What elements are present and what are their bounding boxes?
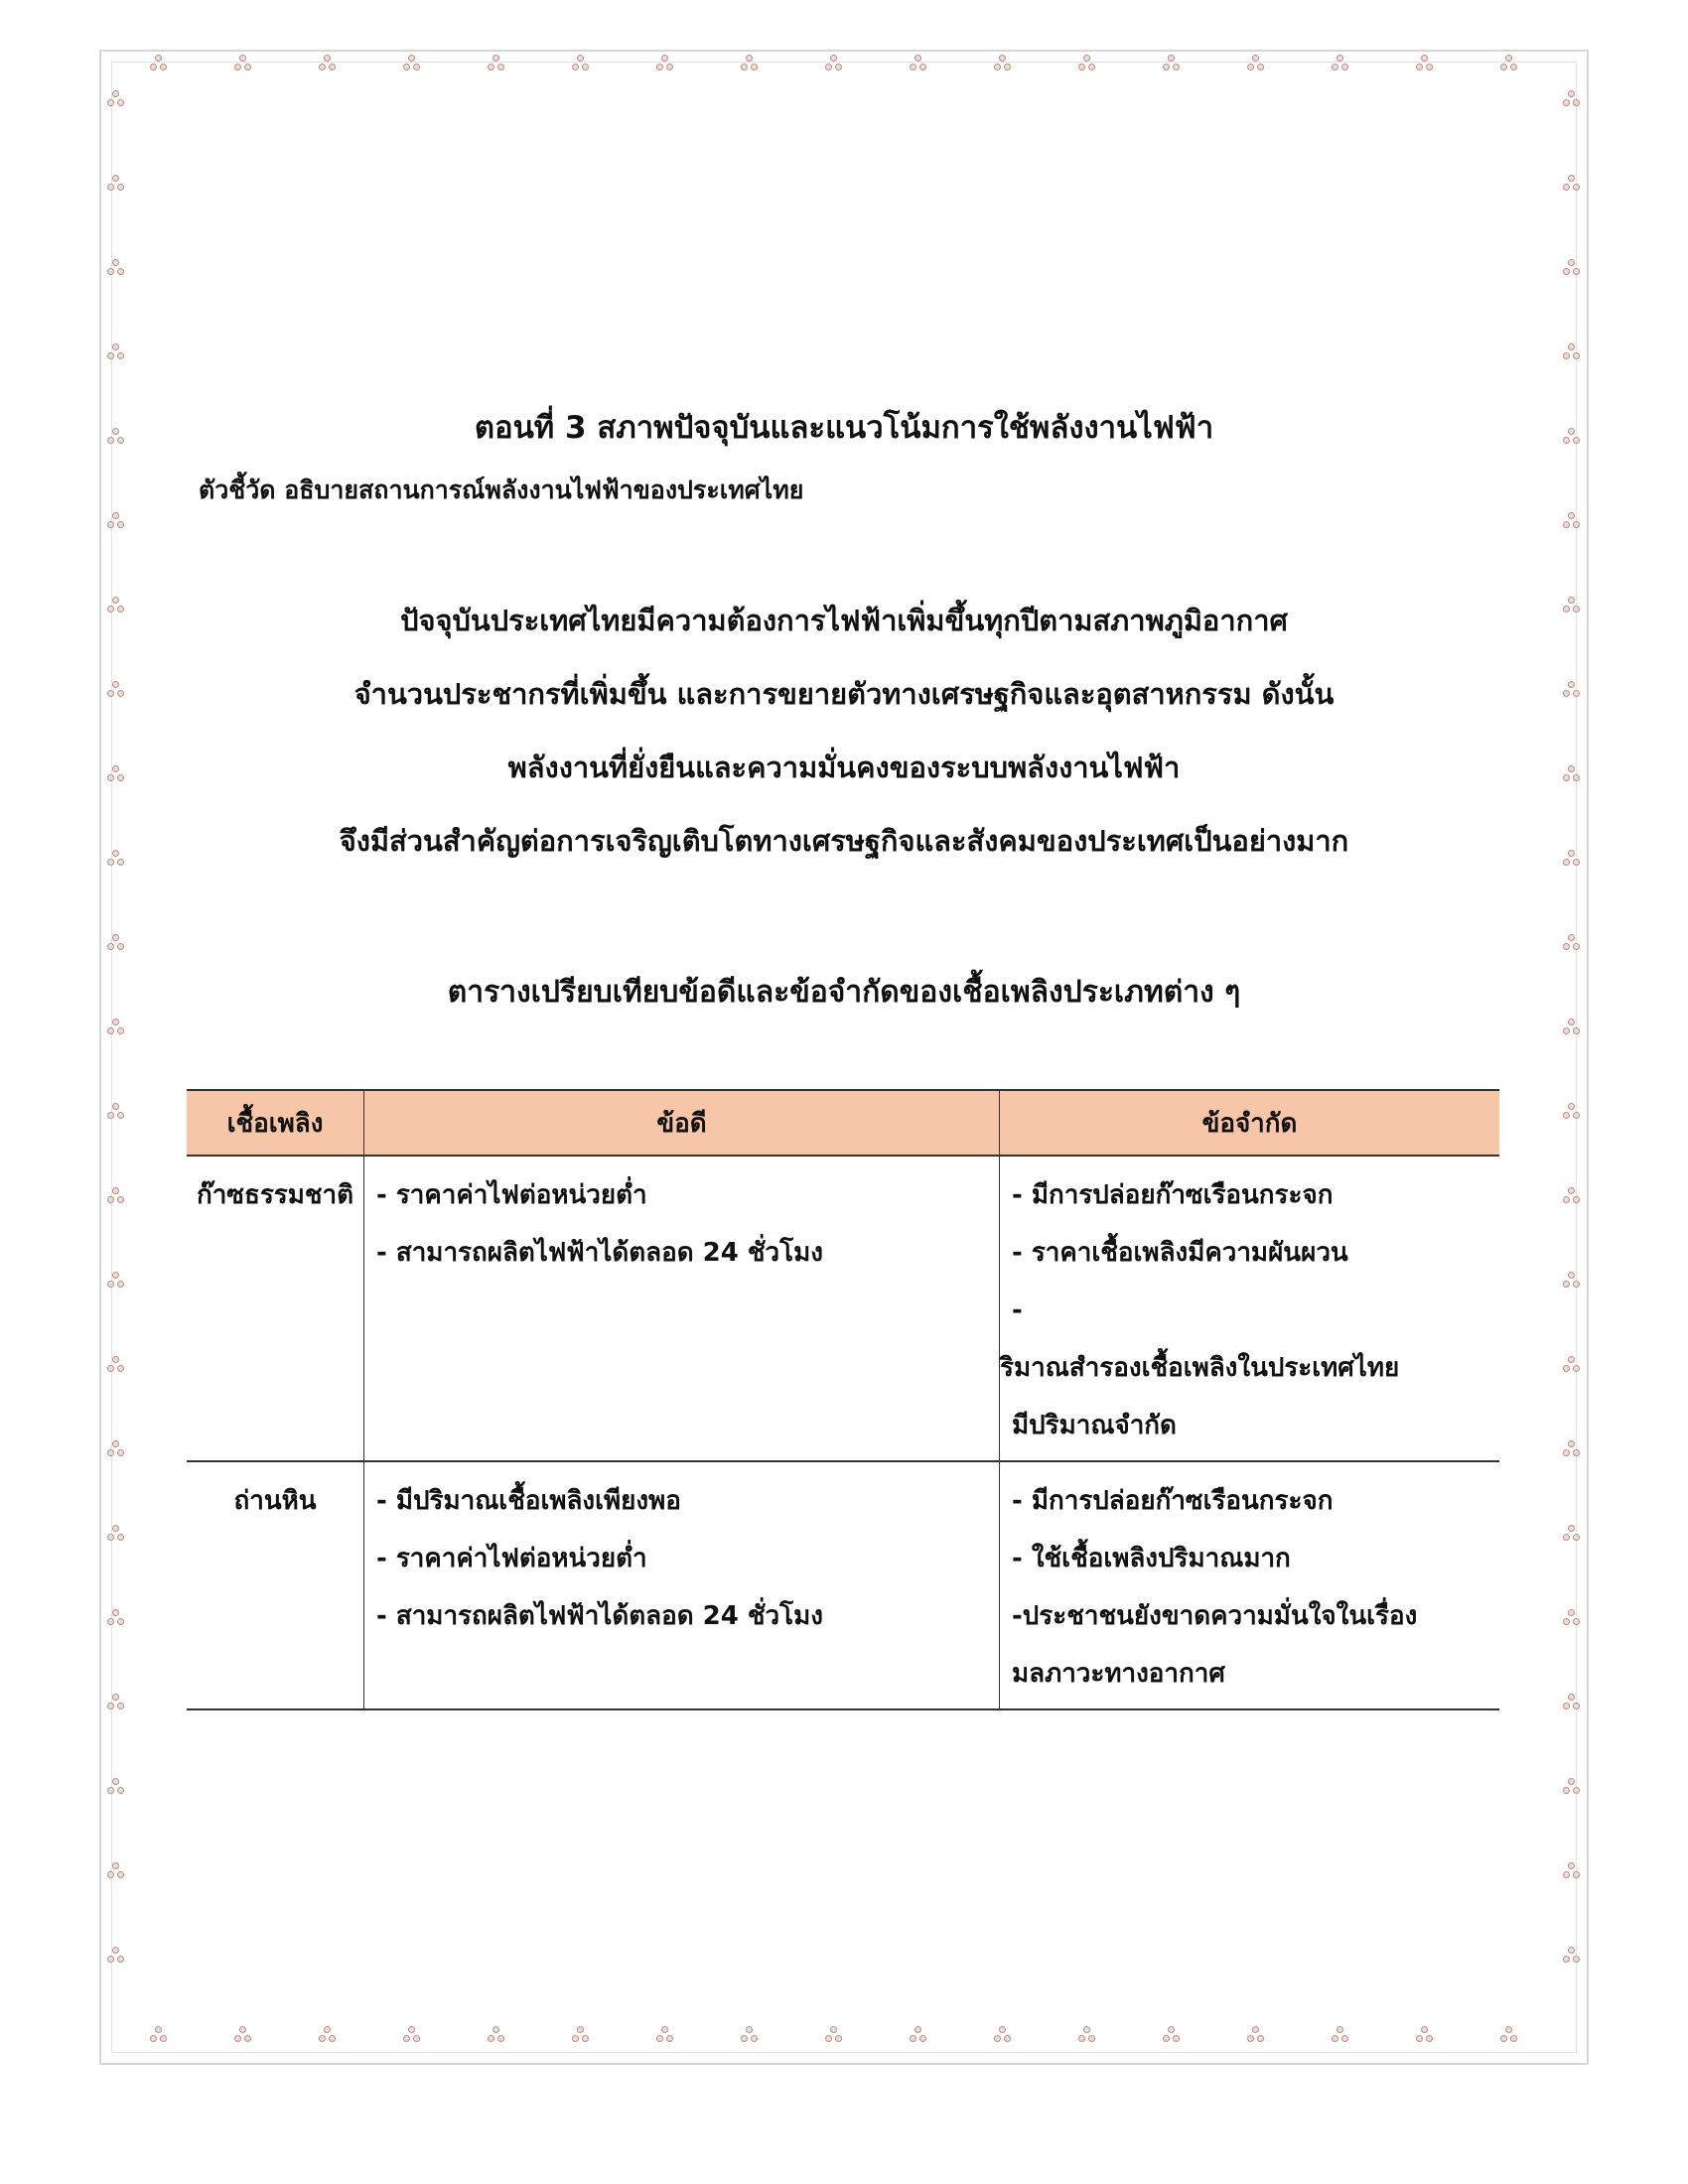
- paragraph-line-1: ปัจจุบันประเทศไทยมีความต้องการไฟฟ้าเพิ่มขึ้นทุกปีตามสภาพภูมิอากาศ: [400, 604, 1288, 637]
- pros-item: - มีปริมาณเชื้อเพลิงเพียงพอ: [376, 1486, 681, 1516]
- flower-ornament-icon: [1563, 1694, 1581, 1711]
- flower-ornament-icon: [107, 343, 125, 361]
- flower-ornament-icon: [488, 55, 505, 72]
- flower-ornament-icon: [319, 55, 337, 72]
- flower-ornament-icon: [107, 1694, 125, 1711]
- flower-ornament-icon: [572, 55, 590, 72]
- flower-ornament-icon: [107, 175, 125, 193]
- flower-ornament-icon: [1332, 2026, 1349, 2044]
- pros-item: - ราคาค่าไฟต่อหน่วยต่ำ: [376, 1180, 647, 1210]
- flower-ornament-icon: [107, 1609, 125, 1627]
- cons-item: - ราคาเชื้อเพลิงมีความผันผวน: [1012, 1238, 1348, 1268]
- flower-ornament-icon: [1416, 2026, 1434, 2044]
- fuel-cell: ถ่านหิน: [187, 1461, 364, 1709]
- flower-ornament-icon: [234, 2026, 252, 2044]
- flower-ornament-icon: [1563, 1609, 1581, 1627]
- flower-ornament-icon: [1563, 1947, 1581, 1965]
- paragraph-line-3: พลังงานที่ยั่งยืนและความมั่นคงของระบบพลังงานไฟฟ้า: [507, 751, 1181, 784]
- cons-item: มีปริมาณจำกัด: [1012, 1411, 1177, 1440]
- flower-ornament-icon: [994, 2026, 1012, 2044]
- cons-item: -: [1012, 1296, 1023, 1325]
- flower-ornament-icon: [1163, 55, 1181, 72]
- cons-item: - มีการปล่อยก๊าซเรือนกระจก: [1012, 1486, 1334, 1516]
- flower-ornament-icon: [656, 2026, 674, 2044]
- paragraph-line-4: จึงมีส่วนสำคัญต่อการเจริญเติบโตทางเศรษฐกิจและสังคมของประเทศเป็นอย่างมาก: [339, 824, 1349, 858]
- table-title: ตารางเปรียบเทียบข้อดีและข้อจำกัดของเชื้อเพลิงประเภทต่าง ๆ: [447, 975, 1241, 1010]
- flower-ornament-icon: [741, 2026, 759, 2044]
- flower-ornament-icon: [1247, 2026, 1265, 2044]
- flower-ornament-icon: [403, 2026, 421, 2044]
- cons-item: - ใช้เชื้อเพลิงปริมาณมาก: [1012, 1544, 1291, 1573]
- flower-ornament-icon: [1500, 55, 1518, 72]
- flower-ornament-icon: [150, 55, 168, 72]
- flower-ornament-icon: [1563, 175, 1581, 193]
- flower-ornament-icon: [107, 1272, 125, 1290]
- flower-ornament-icon: [1416, 55, 1434, 72]
- page-border-inner: [111, 62, 1577, 2053]
- table-row: [187, 1156, 1499, 1461]
- fuel-comparison-table: [187, 1089, 1499, 1710]
- cons-item: ริมาณสำรองเชื้อเพลิงในประเทศไทย: [1000, 1353, 1400, 1383]
- flower-ornament-icon: [107, 90, 125, 108]
- flower-ornament-icon: [1563, 259, 1581, 277]
- flower-ornament-icon: [319, 2026, 337, 2044]
- flower-ornament-icon: [572, 2026, 590, 2044]
- flower-ornament-icon: [107, 1440, 125, 1458]
- flower-ornament-icon: [910, 2026, 927, 2044]
- flower-ornament-icon: [1078, 2026, 1096, 2044]
- flower-ornament-icon: [1563, 1440, 1581, 1458]
- cons-item: -ประชาชนยังขาดความมั่นใจในเรื่อง: [1012, 1601, 1418, 1631]
- cons-item: - มีการปล่อยก๊าซเรือนกระจก: [1012, 1180, 1334, 1210]
- table-row: [187, 1461, 1499, 1709]
- flower-ornament-icon: [1247, 55, 1265, 72]
- flower-ornament-icon: [1563, 1525, 1581, 1543]
- flower-ornament-icon: [107, 1778, 125, 1796]
- indicator-text: ตัวชี้วัด อธิบายสถานการณ์พลังงานไฟฟ้าของประเทศไทย: [199, 476, 804, 504]
- flower-ornament-icon: [107, 259, 125, 277]
- flower-ornament-icon: [1500, 2026, 1518, 2044]
- flower-ornament-icon: [107, 1356, 125, 1374]
- flower-ornament-icon: [1563, 934, 1581, 952]
- pros-item: - สามารถผลิตไฟฟ้าได้ตลอด 24 ชั่วโมง: [376, 1601, 823, 1631]
- flower-ornament-icon: [403, 55, 421, 72]
- flower-ornament-icon: [994, 55, 1012, 72]
- flower-ornament-icon: [1563, 343, 1581, 361]
- header-cons: ข้อจำกัด: [1000, 1090, 1500, 1156]
- flower-ornament-icon: [1163, 2026, 1181, 2044]
- pros-item: - สามารถผลิตไฟฟ้าได้ตลอด 24 ชั่วโมง: [376, 1238, 823, 1268]
- flower-ornament-icon: [107, 1019, 125, 1036]
- flower-ornament-icon: [1078, 55, 1096, 72]
- flower-ornament-icon: [910, 55, 927, 72]
- flower-ornament-icon: [1332, 55, 1349, 72]
- flower-ornament-icon: [1563, 1187, 1581, 1205]
- header-pros: ข้อดี: [364, 1090, 1000, 1156]
- flower-ornament-icon: [1563, 1272, 1581, 1290]
- flower-ornament-icon: [107, 1187, 125, 1205]
- pros-cell: [364, 1461, 1000, 1709]
- flower-ornament-icon: [107, 1947, 125, 1965]
- flower-ornament-icon: [656, 55, 674, 72]
- header-fuel: เชื้อเพลิง: [187, 1090, 364, 1156]
- flower-ornament-icon: [1563, 1019, 1581, 1036]
- flower-ornament-icon: [107, 1103, 125, 1121]
- section-heading: ตอนที่ 3 สภาพปัจจุบันและแนวโน้มการใช้พลังงานไฟฟ้า: [474, 410, 1214, 446]
- flower-ornament-icon: [1563, 1356, 1581, 1374]
- flower-ornament-icon: [825, 2026, 843, 2044]
- paragraph-line-2: จำนวนประชากรที่เพิ่มขึ้น และการขยายตัวทางเศรษฐกิจและอุตสาหกรรม ดังนั้น: [353, 677, 1335, 711]
- pros-item: - ราคาค่าไฟต่อหน่วยต่ำ: [376, 1544, 647, 1573]
- flower-ornament-icon: [1563, 1778, 1581, 1796]
- flower-ornament-icon: [1563, 90, 1581, 108]
- flower-ornament-icon: [107, 1862, 125, 1880]
- flower-ornament-icon: [741, 55, 759, 72]
- flower-ornament-icon: [150, 2026, 168, 2044]
- flower-ornament-icon: [1563, 1862, 1581, 1880]
- pros-cell: [364, 1156, 1000, 1461]
- flower-ornament-icon: [825, 55, 843, 72]
- cons-cell: [1000, 1461, 1500, 1709]
- fuel-cell: ก๊าซธรรมชาติ: [187, 1156, 364, 1461]
- cons-item: มลภาวะทางอากาศ: [1012, 1659, 1225, 1689]
- flower-ornament-icon: [1563, 512, 1581, 530]
- flower-ornament-icon: [107, 934, 125, 952]
- flower-ornament-icon: [488, 2026, 505, 2044]
- flower-ornament-icon: [107, 1525, 125, 1543]
- flower-ornament-icon: [234, 55, 252, 72]
- table-header-row: [187, 1090, 1499, 1156]
- cons-cell: [1000, 1156, 1500, 1461]
- flower-ornament-icon: [1563, 1103, 1581, 1121]
- flower-ornament-icon: [107, 512, 125, 530]
